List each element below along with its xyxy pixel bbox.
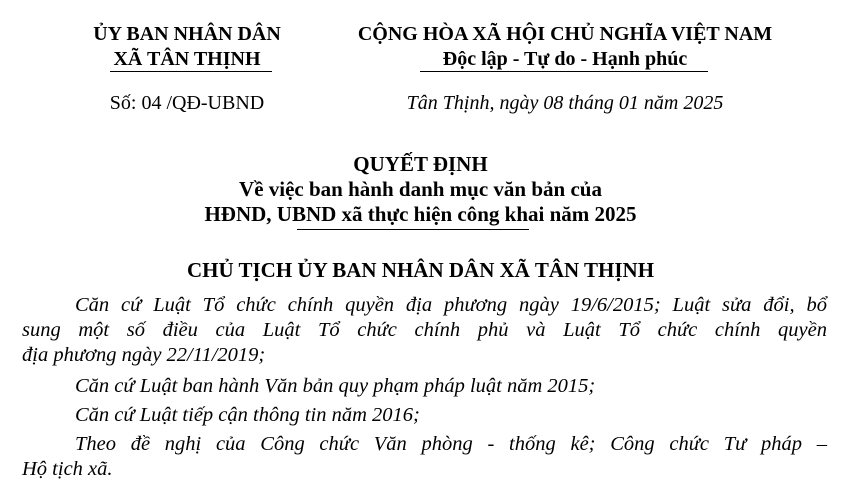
place-and-date: Tân Thịnh, ngày 08 tháng 01 năm 2025 — [406, 92, 724, 114]
subject-line-1: Về việc ban hành danh mục văn bản của — [239, 177, 602, 201]
legal-basis-3: Căn cứ Luật tiếp cận thông tin năm 2016; — [75, 404, 420, 426]
legal-basis-2: Căn cứ Luật ban hành Văn bản quy phạm pháp luật năm 2015; — [75, 375, 596, 397]
subject-underline — [297, 229, 529, 230]
subject-line-2: HĐND, UBND xã thực hiện công khai năm 2025 — [204, 202, 637, 226]
document-number: Số: 04 /QĐ-UBND — [109, 92, 265, 114]
national-motto: Độc lập - Tự do - Hạnh phúc — [442, 48, 688, 70]
legal-basis-1-line-3: địa phương ngày 22/11/2019; — [22, 344, 266, 366]
proposal-line-2: Hộ tịch xã. — [22, 458, 113, 480]
proposal-line-1: Theo đề nghị của Công chức Văn phòng - thống kê; Công chức Tư pháp – — [75, 433, 827, 455]
agency-name: ỦY BAN NHÂN DÂN — [93, 23, 281, 45]
commune-underline — [110, 71, 272, 72]
legal-basis-1-line-1: Căn cứ Luật Tổ chức chính quyền địa phương ngày 19/6/2015; Luật sửa đổi, bổ — [75, 294, 827, 316]
motto-underline — [420, 71, 708, 72]
commune-name: XÃ TÂN THỊNH — [113, 48, 261, 70]
document-type: QUYẾT ĐỊNH — [353, 152, 488, 176]
issuing-authority: CHỦ TỊCH ỦY BAN NHÂN DÂN XÃ TÂN THỊNH — [186, 258, 655, 282]
national-title: CỘNG HÒA XÃ HỘI CHỦ NGHĨA VIỆT NAM — [357, 23, 773, 45]
legal-basis-1-line-2: sung một số điều của Luật Tổ chức chính phủ và Luật Tổ chức chính quyền — [22, 319, 827, 341]
